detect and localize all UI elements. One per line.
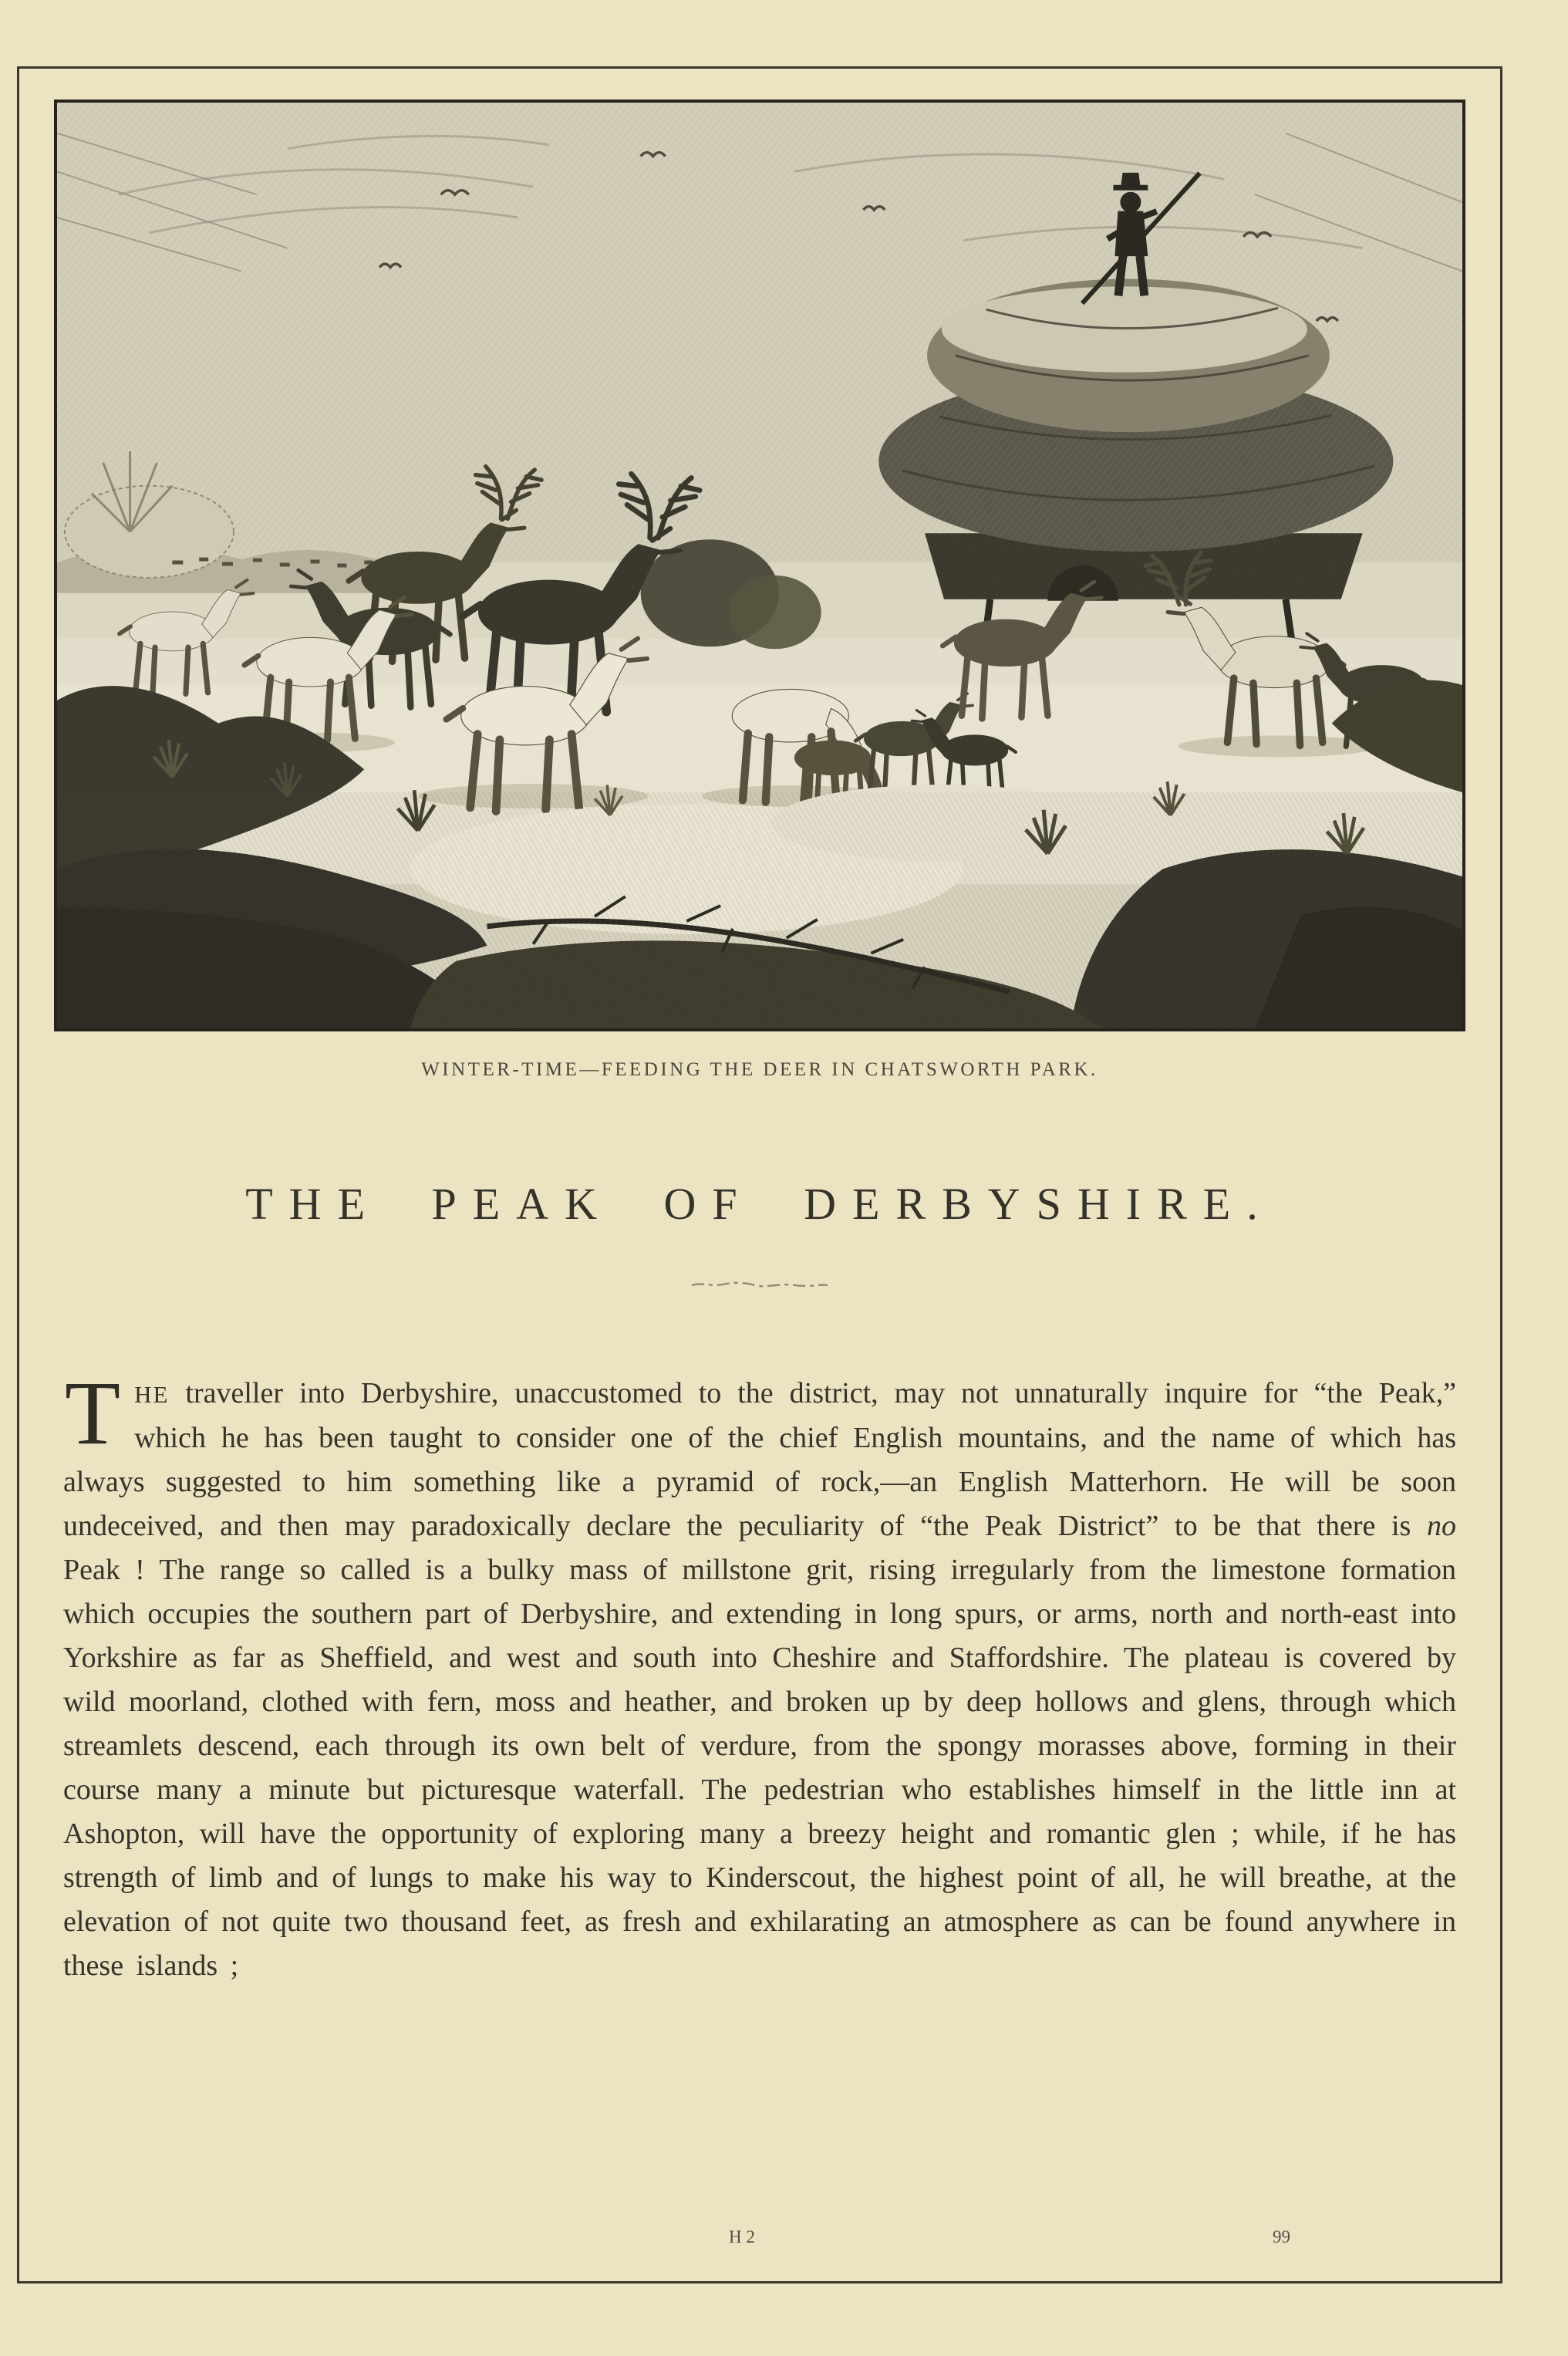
drop-cap: T — [65, 1362, 121, 1463]
illustration-caption: WINTER-TIME—FEEDING THE DEER IN CHATSWORTH PARK. — [421, 1059, 1098, 1080]
lead-smallcaps: HE — [134, 1381, 170, 1408]
divider-rule — [690, 1279, 829, 1290]
page-number: 99 — [1273, 2227, 1290, 2246]
italic-word: no — [1427, 1510, 1456, 1542]
chapter-title: THE PEAK OF DERBYSHIRE. — [245, 1179, 1274, 1229]
illustration-figure — [19, 100, 1500, 1081]
title-divider — [690, 1279, 829, 1290]
engraving-illustration — [57, 103, 1462, 1028]
article-paragraph — [63, 1362, 1457, 1988]
body-text-after-italic: Peak ! The range so called is a bulky mass of millstone grit, rising irregularly from the limestone formation which occupies the southern part of Derbyshire, and extending in long spurs, or arms, north and north-east into Yorkshire as far as Sheffield, and west and south into Cheshire and Staffordshire. The plateau is covered by wild moorland, clothed with fern, moss and heather, and broken up by deep hollows and glens, through which streamlets descend, each through its own belt of verdure, from the spongy morasses above, forming in their course many a minute but picturesque waterfall. The pedestrian who establishes himself in the little inn at Ashopton, will have the opportunity of exploring many a breezy height and romantic glen ; while, if he has strength of limb and of lungs to make his way to Kinderscout, the highest point of all, he will breathe, at the elevation of not quite two thousand feet, as fresh and exhilarating an atmosphere as can be found anywhere in these islands ; — [63, 1554, 1456, 1982]
page-border-frame — [17, 66, 1502, 2283]
engraving-plate — [54, 100, 1465, 1031]
signature-mark: H 2 — [729, 2227, 755, 2246]
body-text-before-italic: traveller into Derbyshire, unaccustomed to the district, may not unnaturally inquire for “the Peak,” which he has been taught to consider one of the chief English mountains, and the name of which has always suggested to him something like a pyramid of rock,—an English Matterhorn. He will be soon undeceived, and then may paradoxically declare the peculiarity of “the Peak District” to be that there is — [63, 1377, 1457, 1542]
